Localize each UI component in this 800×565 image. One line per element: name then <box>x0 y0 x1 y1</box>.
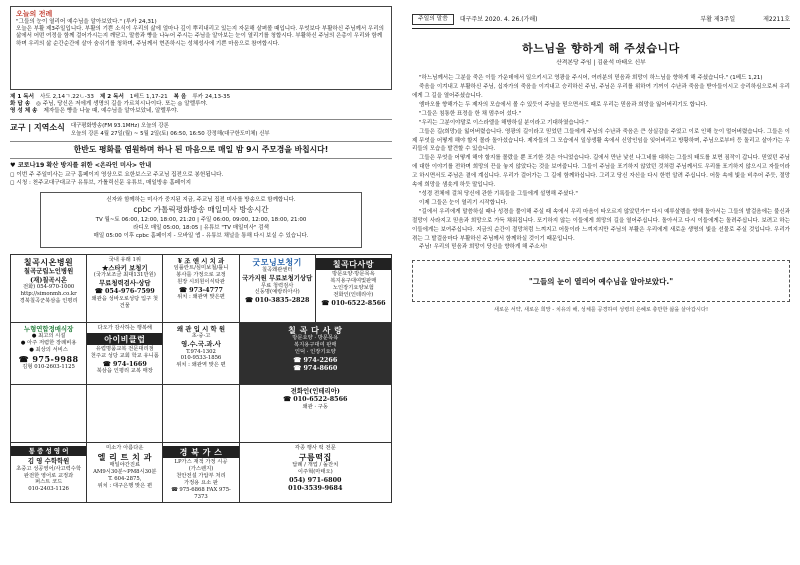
ad-line: 초중고 성공영어/사고력수학 <box>16 465 82 472</box>
ad-academy <box>163 323 239 385</box>
ad-title: 전화인(인테리아) <box>290 387 340 396</box>
sermon-header <box>412 14 790 29</box>
ad-title: 경 북 가 스 <box>163 446 238 458</box>
ad-address: 경북칠곡군북삼읍 인평리 <box>19 297 78 304</box>
sermon-body <box>412 74 790 252</box>
ad-subtitle: 칠곡군립노인병원 <box>23 267 74 276</box>
ad-phone: 전화) 054-970-1000 <box>22 284 75 291</box>
reading2-label: 제 2 독서 <box>99 94 124 100</box>
ad-title: 구름떡집 <box>298 451 332 462</box>
ad-starkey <box>87 255 163 323</box>
readings <box>10 94 392 115</box>
ad-line: (국가보조금 최대131만원) <box>93 272 156 279</box>
ad-line: 무료 청력검사 <box>261 282 294 289</box>
right-page <box>400 0 800 565</box>
sermon-title: 하느님을 향하게 해 주셨습니다 <box>522 42 680 56</box>
sermon-paragraph: 이제 그들은 눈이 열리기 시작합니다. <box>419 199 508 206</box>
broadcast-title: cpbc 가톨릭평화방송 매일미사 방송시간 <box>133 205 269 215</box>
ad-phone: 054) 971-6800 <box>289 476 342 485</box>
ad-line: 신동명(예랑리아사) <box>254 289 300 296</box>
peace-banner: 한반도 평화를 염원하며 하나 된 마음으로 매일 밤 9시 주모경을 바칩시다! <box>10 141 392 159</box>
sermon-author: 산격본당 주임 | 김윤석 마태오 신부 <box>556 59 646 66</box>
quote-box: "그들의 눈이 열리어 예수님을 알아보았다." <box>412 260 790 302</box>
ad-line: 무료청력검사·상담 <box>98 279 151 288</box>
ad-line: 원장 시외원이식탁관 <box>177 279 225 286</box>
ad-phone: 010-3539-9684 <box>288 484 343 493</box>
diocese-news-line1: 대구평화방송(FM 93.1MHz) 오늘의 강론 <box>70 122 169 129</box>
issue-number: 제2211호 <box>763 15 790 23</box>
today-liturgy-body: 오늘은 부활 제3주일입니다. 부활의 기쁜 소식이 우리의 삶에 얼마나 깊이 뿌리내리고 있는지 자문해 살펴볼 때입니다. 무엇보다 부활하신 주님께서 우리의 삶에서 어떤 여정을 함께 걸어가시는지 깨닫고, 말씀과 빵을 나누어 주시는 주님을 알아보는 눈이 열리기를 청합시다. 부활하신 주님의 은총이 우리와 함께하며 우리의 삶 순간순간에 살아 숨쉬기를 청하며, 주님께서 현존하시는 성체성사에 기쁜 마음으로 참여합시다. <box>16 25 384 47</box>
ad-title: ★스타키 보청기 <box>101 263 148 272</box>
ad-phone: ☎ 973-4777 <box>179 285 223 294</box>
ad-phone: T. 604-2875, <box>108 476 142 483</box>
ad-line: 방문요양·방문목욕 <box>332 271 375 278</box>
ad-line: (가스렌지) <box>188 466 214 473</box>
ad-dental <box>163 255 239 323</box>
broadcast-box <box>40 192 362 248</box>
today-liturgy-quote: "그들의 눈이 열리어 예수님을 알아보았다." (루카 24,31) <box>16 18 157 25</box>
covid-line2: ◻ 시청 : 천주교대구대교구 유튜브, 가톨릭신문 유튜브, 매일방송 홈페이지 <box>10 179 192 186</box>
sermon-paragraph: "하느님께서는 그분을 죽은 이들 가운데에서 일으키시고 영광을 주시어, 여러분의 믿음과 희망이 하느님을 향하게 해 주셨습니다." (1베드 1,21) <box>419 75 763 82</box>
broadcast-line4: 라디오 매일 05:00, 18:05 | 유튜브 "TV 매일미사" 검색 <box>133 224 269 231</box>
ad-title: 누형연합정매식장 <box>23 325 74 334</box>
ad-line: 봉사를 가정으로 교정 <box>176 272 226 279</box>
ad-phone: ☎ 054-976-7599 <box>94 287 155 296</box>
ad-phone: ☎ 975-6868 FAX 975-7373 <box>171 486 231 500</box>
diocese-news-heading: 교구 | 지역소식 <box>10 122 65 132</box>
ad-line: ● 최고의 시설 <box>31 333 66 340</box>
ad-line: 임플란트/심미보철/틀니 <box>173 265 229 272</box>
ad-line: 영.수.국.과.사 <box>181 340 221 349</box>
communion: 제자들은 빵을 나눌 때, 예수님을 알아보았네, 알렐루야. <box>43 107 179 114</box>
ad-line: ● 아주 저렴한 장례비용 <box>20 340 77 347</box>
ad-blank-1 <box>11 385 87 443</box>
ad-line: 복지용구대여 판매 <box>293 342 337 349</box>
ad-phone: ☎ 974-8660 <box>293 364 338 373</box>
sermon-paragraph: "성경 전체에 걸쳐 당신에 관한 기록들을 그들에게 설명해 주셨다." <box>419 191 578 197</box>
ad-line: 이주혁(마태오) <box>297 469 333 476</box>
gospel: 루카 24,13-35 <box>192 94 231 100</box>
ad-address: 위치 : 대구은행 맞은 편 <box>97 482 153 489</box>
ad-address: 북삼읍 인평리 교복 매장 <box>96 368 153 375</box>
ad-line: 천안전설 가압부 처리 <box>176 473 226 480</box>
ad-subtitle: 김 영 수학학원 <box>27 457 70 466</box>
ad-interior <box>240 385 392 443</box>
ad-chilgok-dasarang-1 <box>316 255 392 323</box>
sermon-paragraph: 엠마오를 향해가는 두 제자의 모습에서 볼 수 있듯이 주님을 믿으면서도 때로 우리는 믿음과 희망을 잃어버리기도 합니다. <box>419 101 708 108</box>
ad-title: 엘 리 트 치 과 <box>97 451 152 462</box>
reading1: 사도 2,14ㄱ.22ㄴ-33 <box>40 94 94 100</box>
reading2: 1베드 1,17-21 <box>129 94 168 100</box>
ad-address: 위치 : 왜관역 맞은 편 <box>176 362 226 369</box>
sermon-paragraph: 죽음을 이겨내고 부활하신 주님, 십자가의 죽음을 이겨내고 승리하신 주님, 주님은 우리를 위하여 기꺼이 수난과 죽음을 받아들이시고 승리하심으로써 우리에게 그 길을 열어주셨습니다. <box>412 84 790 100</box>
today-liturgy-title: 오늘의 전례 <box>16 10 53 18</box>
ad-phone: T.974-1302 <box>186 348 216 355</box>
broadcast-line5: 매일 05:00 이후 cpbc 홈페이지 - 모바일 앱 - 유튜브 채널을 통해 다시 보실 수 있습니다. <box>93 233 309 240</box>
sermon-paragraph: "우리는 그분이야말로 이스라엘을 해방하실 분이라고 기대하였습니다." <box>419 119 589 126</box>
ad-line: 국내 유래 1위 <box>108 257 141 264</box>
covid-heading: ♥ 코로나19 확산 방지를 위한 <온라인 미사> 안내 <box>10 161 152 169</box>
ad-blank-2 <box>87 385 163 443</box>
sermon-paragraph: "그들은 침통한 표정을 한 채 멈추어 섰다." <box>419 110 522 117</box>
ad-line: 전화인(인테리아) <box>333 292 374 299</box>
ad-url: http://simonmh.co.kr <box>20 290 77 297</box>
gospel-label: 복 음 <box>173 94 187 100</box>
ad-line: 답례 / 개업 / 돌잔치 <box>292 462 339 469</box>
ads-grid <box>10 254 392 503</box>
ad-ivyclub <box>87 323 163 385</box>
ad-title: 아이비클럽 <box>87 333 162 345</box>
ad-title: 칠곡다사랑 <box>316 258 391 270</box>
ad-funeral <box>11 323 87 385</box>
ad-line: 초·중·고 <box>191 333 211 340</box>
ad-title: 통 증 성 영 어 <box>11 446 86 456</box>
liturgical-sunday: 부활 제3주일 <box>700 15 736 23</box>
ad-title: 굿모닝보청기 <box>252 257 302 268</box>
ad-line: 매일야간진료 <box>109 462 141 469</box>
ad-line: 인덕 · 인장기요양 <box>294 349 336 356</box>
diocese-news-line2: 오늘의 강론 4월 27일(월) ~ 5월 2일(토) 06:50, 16:50 강정해(대구한도미체) 신부 <box>70 130 270 137</box>
ad-chilgok-dasarang-2 <box>240 323 392 385</box>
ad-line: 방문요양 · 방문목욕 <box>292 335 339 342</box>
ad-title: ¥ 조 앤 시 치 과 <box>177 257 225 266</box>
ad-english-math <box>11 443 87 503</box>
closing-motto: 새로운 서약, 새로운 희망 - 치유의 해, 성체를 공경하여 성령의 은혜로 충만한 삶을 살아갑시다! <box>493 307 709 314</box>
ad-line: 각종 행사 떡 전문 <box>294 445 336 452</box>
covid-line1: ◻ 이번 주 주일미사는 교구 홈페이지 영상으로 요한보스코 주교님 집전으로 봉헌됩니다. <box>10 171 224 178</box>
ad-phone: 010-2403-1126 <box>28 486 69 493</box>
communion-label: 영 성 체 송 <box>10 107 38 114</box>
bulletin-date: 대구주보 2020. 4. 26.(가해) <box>459 15 538 23</box>
ad-line: 유럽명품교복 전문대리점 <box>95 346 154 353</box>
broadcast-line1: 신자와 함께하는 미사가 중지된 지금, 주교님 집전 미사를 방송으로 함께합니다. <box>106 197 296 204</box>
diocese-news <box>10 119 392 138</box>
ad-phone: ☎ 975-9988 <box>18 353 79 364</box>
ad-address: 위치 : 왜관역 맞은편 <box>177 294 225 301</box>
psalm: ◎ 주님, 당신은 저에게 생명의 길을 가르치시나이다. 또는 ◎ 알렐루야. <box>36 100 208 107</box>
ad-line: 복지용구대여및판매 <box>330 278 377 285</box>
ad-line: 칠곡왜관센터 <box>261 267 293 274</box>
ad-rice-cake <box>240 443 392 503</box>
ad-gyeongbuk-gas <box>163 443 239 503</box>
ad-line: 왜관 · 구동 <box>302 403 329 410</box>
ad-title: 왜 관 입 시 학 원 <box>176 325 226 334</box>
ad-phone: 010-9533-1856 <box>180 355 222 362</box>
broadcast-line3: TV 월~토 06:00, 12:00, 18:00, 21:20 | 주일 06:00, 09:00, 12:00, 18:00, 21:00 <box>95 216 307 223</box>
ad-line: ● 최상의 서비스 <box>29 347 68 354</box>
psalm-label: 화 답 송 <box>10 100 31 107</box>
section-tag: 주일의 말씀 <box>412 14 454 25</box>
ad-line: 천주교 성당 교회 학교 유니폼 <box>90 353 159 360</box>
ad-line: 퍼스트 코드 <box>34 479 63 486</box>
ad-line: 김형 010-2603-1125 <box>22 364 75 371</box>
ad-line: 노인장기요양보험 <box>332 285 374 292</box>
ad-phone: ☎ 974-1669 <box>102 360 147 369</box>
today-liturgy-box <box>10 6 392 90</box>
ad-line: (재)칠곡시온 <box>30 275 68 284</box>
ad-phone: ☎ 010-6522-8566 <box>321 298 386 307</box>
sermon-paragraph: "길에서 우리에게 말씀하실 때나 성경을 풀이해 주실 때 속에서 우리 마음이 타오르지 않았던가!" 다시 예루살렘을 향해 돌아서는 그들의 발걸음에는 불신과 절망이 사라지고 믿음과 희망으로 가득 채워집니다. 포기하지 않는 이들에게 희망의 길을 열어주십니다. 돌아서고 다시 이들에게는 돌려주십니다. 보려고 하는 이들에게는 보여주십니다. 지금의 순간이 절망처럼 느껴지고 어둠이라 느껴지지만 주님의 부활은 우리에게 새로운 생명의 빛을 선물로 주실 것입니다. 우리가 겪는 그 발걸음마다 부활하신 주님께서 함께하실 것이기 때문입니다. <box>412 208 790 242</box>
covid-notice <box>10 162 392 187</box>
ad-line: LP가스 재적 가정 시공 <box>174 459 228 466</box>
ad-line: AM9시30분~PM8시30분 <box>93 469 157 476</box>
ad-address: 왜관읍 성바오로성당 입구 첫 건물 <box>91 295 159 309</box>
ad-elite-dental <box>87 443 163 503</box>
ad-line: 국가지원 무료보청기상담 <box>242 274 313 283</box>
ad-line: 완전한 영어로 교정과 <box>23 472 74 479</box>
ad-line: 미소가 아름다운 <box>106 445 144 452</box>
sermon-paragraph: 그들은 길(희망)을 잃어버렸습니다. 영광의 길이라고 믿었던 그들에게 주님의 수난과 죽음은 큰 상실감을 주었고 이로 인해 눈이 멀어버렸습니다. 그들은 이제 무엇을 어떻게 해야 할지 몰라 돌아섰습니다. 제자들의 그 모습에서 일상생활 속에서 신앙인임을 잊어버리고 방황하며, 주님으로부터 등 돌리고 살아가는 우리들의 모습을 발견할 수 있습니다. <box>412 128 790 153</box>
ad-phone: ☎ 974-2266 <box>293 356 338 365</box>
ad-line: 가정용 요소 판 <box>183 480 219 487</box>
reading1-label: 제 1 독서 <box>10 94 34 100</box>
sermon-paragraph: 주님! 우리의 믿음과 희망이 당신을 향하게 해 주소서! <box>419 244 548 251</box>
ad-sion-hospital <box>11 255 87 323</box>
sermon-paragraph: 그들은 무엇을 어떻게 해야 할지를 몰랐을 뿐 포기한 것은 아니었습니다. 길에서 만난 낯선 나그네를 대하는 그들의 태도를 보면 짐작이 갑니다. 믿었던 주님에 대한 이야기를 전하며 희망의 끈을 놓지 않았다는 것을 보여줍니다. 그들이 주님을 포기하지 않았던 것처럼 주님께서도 우리를 포기하지 않으시고 자들이라고 하시면서도 주님은 곁에 계십니다. 우리가 걸어가는 그 길에 함께하십니다. 그리고 당신 자신을 다시 한번 알려 주십니다. 어둠 속에 빛을 비추어 주듯, 절망 속에 희망을 샘솟게 하듯 말입니다. <box>412 155 790 189</box>
ad-blank-3 <box>163 385 239 443</box>
ad-line: 다오가 감사하는 행복해 <box>97 325 153 332</box>
ad-phone: ☎ 010-6522-8566 <box>283 395 348 404</box>
ad-goodmorning <box>240 255 316 323</box>
ad-title: 칠곡시온병원 <box>23 257 74 268</box>
ad-phone: ☎ 010-3835-2828 <box>244 296 310 305</box>
ad-title: 칠 곡 다 사 랑 <box>288 325 343 336</box>
